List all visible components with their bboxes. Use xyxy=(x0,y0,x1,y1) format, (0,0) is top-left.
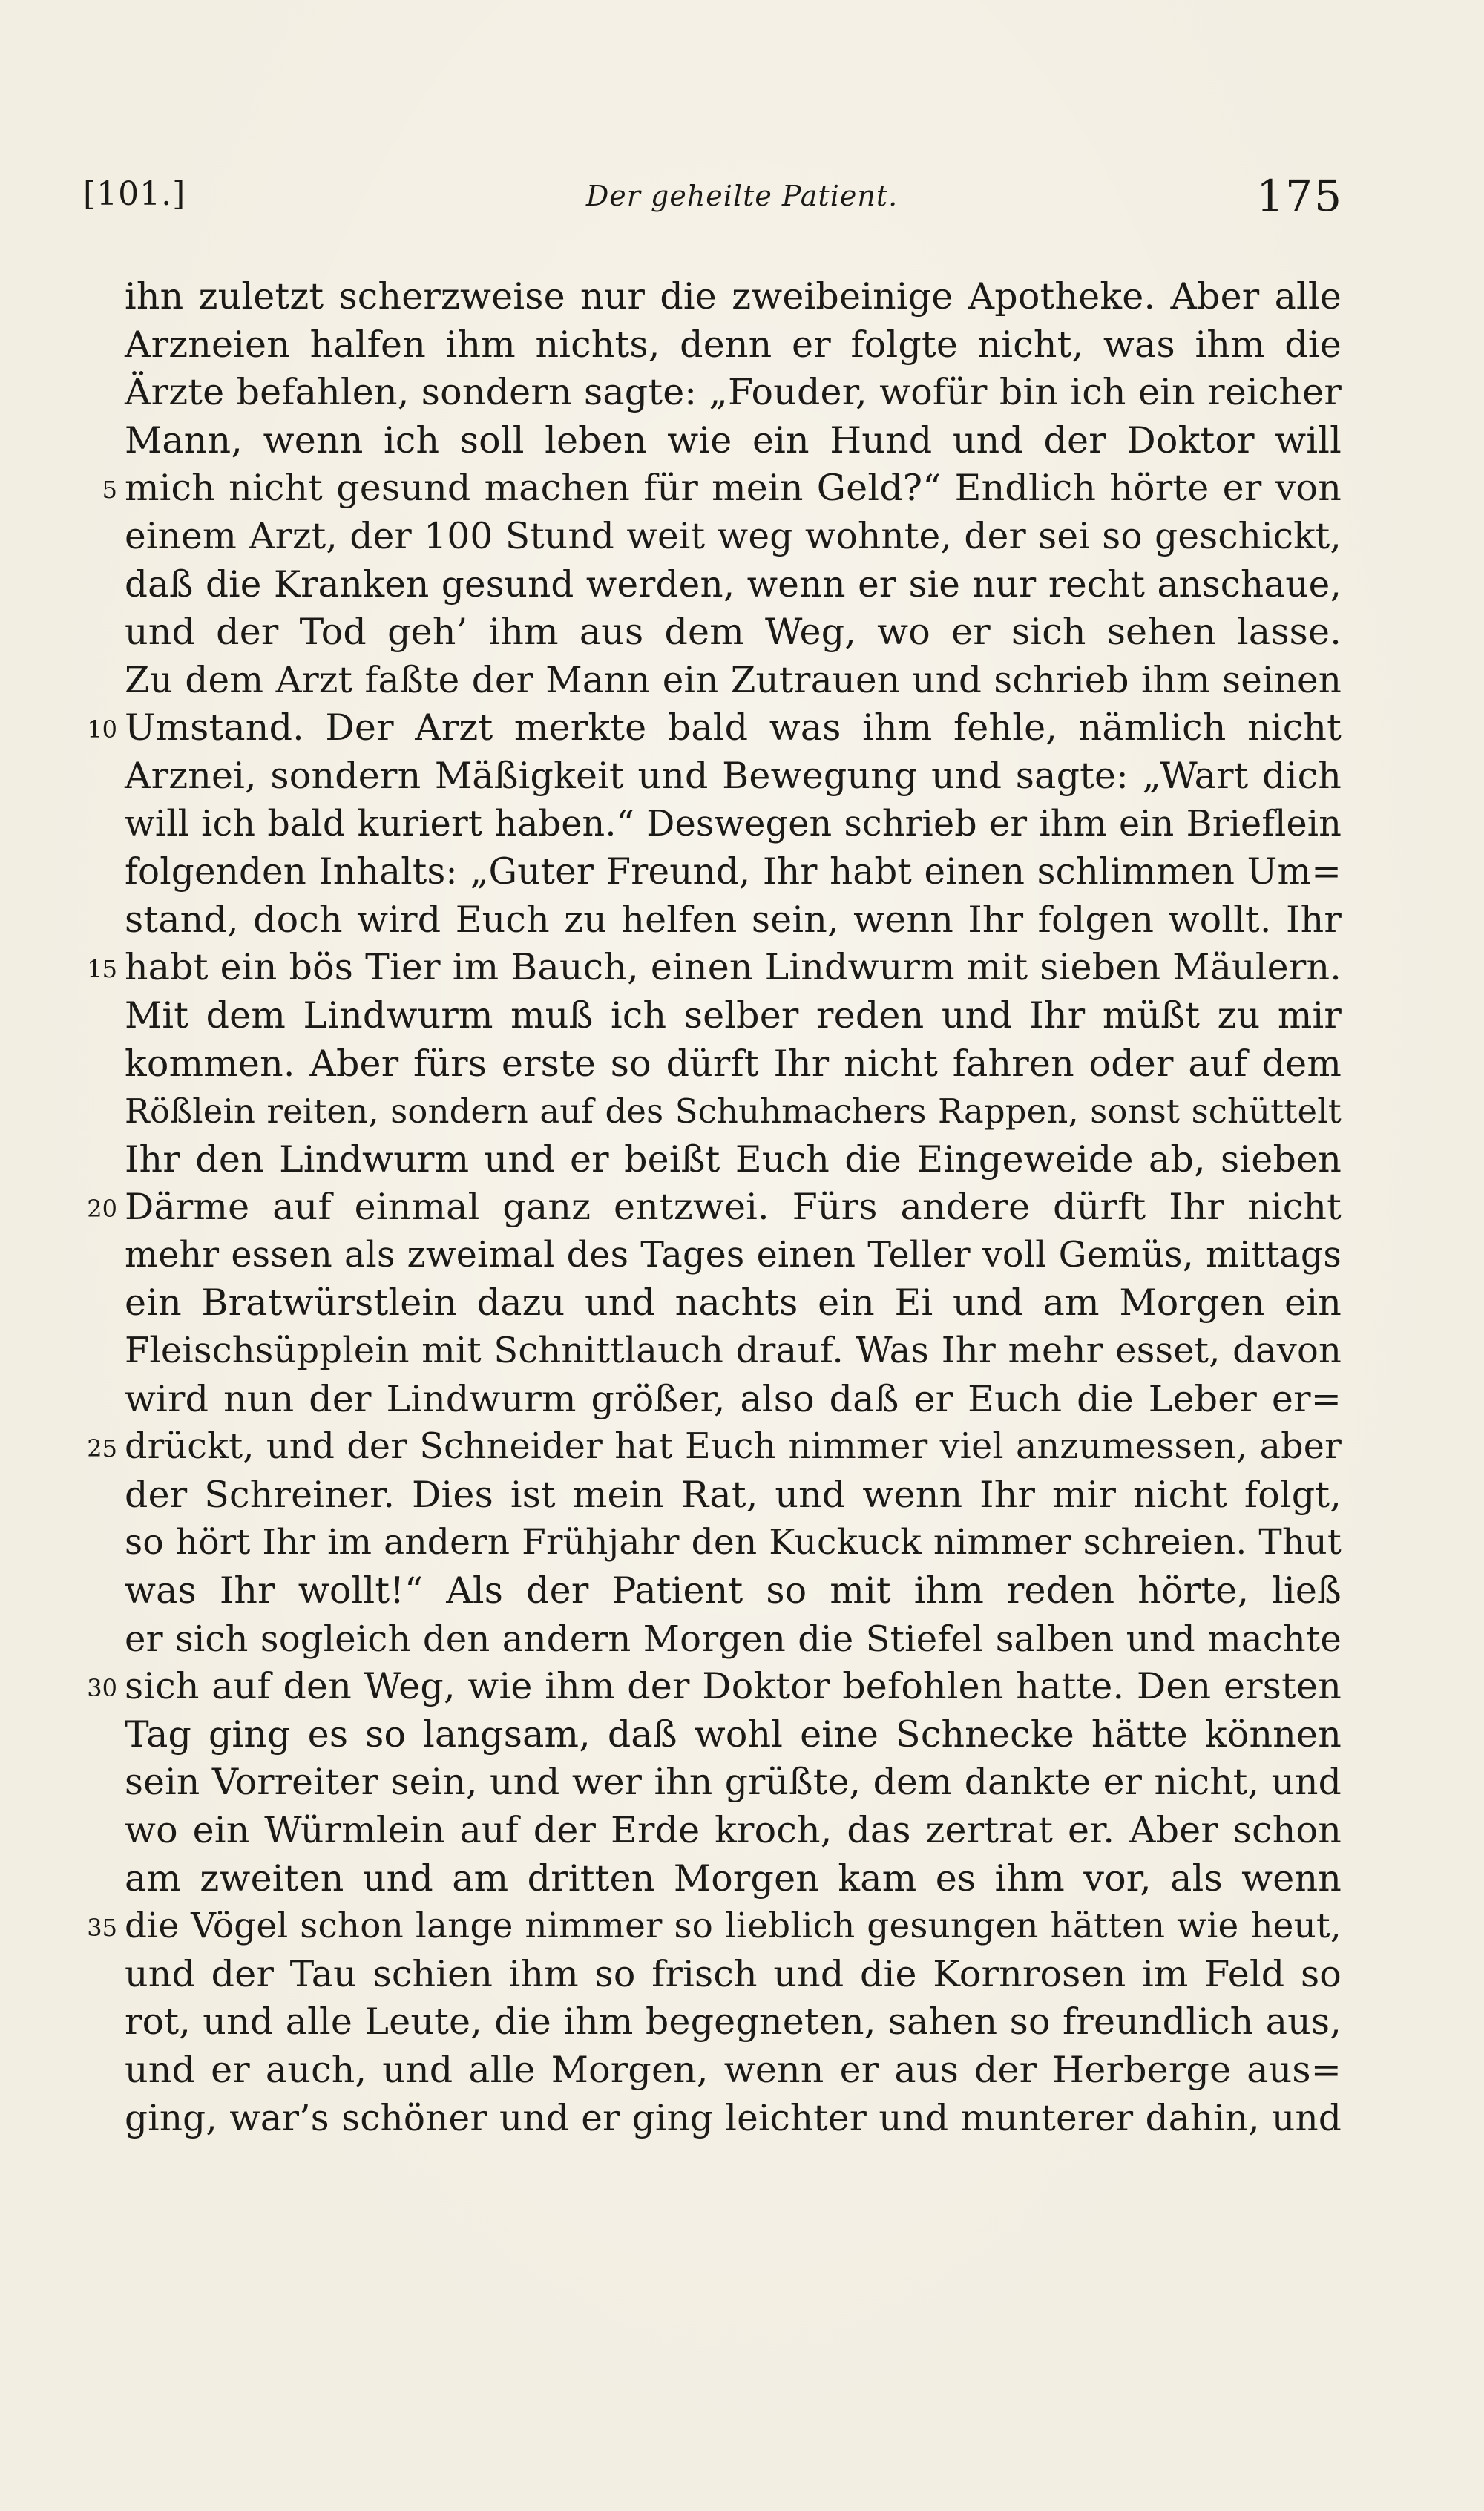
line-text: Fleischsüpplein mit Schnittlauch drauf. Was Ihr mehr esset, davon xyxy=(125,1330,1342,1372)
line-number: 10 xyxy=(87,715,117,744)
text-line xyxy=(0,1903,1484,1951)
line-text: Ihr den Lindwurm und er beißt Euch die Eingeweide ab, sieben xyxy=(125,1138,1342,1181)
line-text: er sich sogleich den andern Morgen die Stiefel salben und machte xyxy=(125,1618,1342,1660)
text-line xyxy=(0,1998,1484,2046)
text-line xyxy=(0,1615,1484,1664)
text-line xyxy=(0,1663,1484,1711)
line-number: 25 xyxy=(87,1434,117,1463)
line-text: Mann, wenn ich soll leben wie ein Hund und der Doktor will xyxy=(125,418,1342,462)
section-number: [101.] xyxy=(83,175,186,213)
text-line xyxy=(0,417,1484,465)
line-number: 15 xyxy=(87,955,117,984)
text-line xyxy=(0,1567,1484,1615)
text-line xyxy=(0,1471,1484,1520)
line-text: Mit dem Lindwurm muß ich selber reden und Ihr müßt zu mir xyxy=(125,994,1342,1037)
text-line xyxy=(0,704,1484,752)
line-text: drückt, und der Schneider hat Euch nimmer viel anzumessen, aber xyxy=(125,1426,1342,1468)
text-line xyxy=(0,1759,1484,1807)
text-line xyxy=(0,1184,1484,1232)
line-text: Rößlein reiten, sondern auf des Schuhmachers Rappen, sonst schüttelt xyxy=(125,1092,1342,1132)
line-text: Ärzte befahlen, sondern sagte: „Fouder, wofür bin ich ein reicher xyxy=(125,371,1342,414)
line-text: mehr essen als zweimal des Tages einen Teller voll Gemüs, mittags xyxy=(125,1234,1342,1276)
text-line xyxy=(0,848,1484,896)
line-text: mich nicht gesund machen für mein Geld?“ Endlich hörte er von xyxy=(125,467,1342,510)
line-text: kommen. Aber fürs erste so dürft Ihr nicht fahren oder auf dem xyxy=(125,1042,1342,1085)
text-line xyxy=(0,1519,1484,1567)
line-text: der Schreiner. Dies ist mein Rat, und wenn Ihr mir nicht folgt, xyxy=(125,1473,1342,1516)
text-line xyxy=(0,801,1484,849)
line-text: Tag ging es so langsam, daß wohl eine Schnecke hätte können xyxy=(125,1713,1342,1756)
text-line xyxy=(0,1040,1484,1089)
text-line xyxy=(0,1951,1484,1999)
running-header xyxy=(0,171,1484,234)
text-line xyxy=(0,465,1484,513)
line-text: was Ihr wollt!“ Als der Patient so mit ihm reden hörte, ließ xyxy=(125,1569,1342,1612)
text-line xyxy=(0,561,1484,609)
line-text: habt ein bös Tier im Bauch, einen Lindwurm mit sieben Mäulern. xyxy=(125,946,1342,989)
line-text: sein Vorreiter sein, und wer ihn grüßte, dem dankte er nicht, und xyxy=(125,1762,1342,1804)
line-text: wo ein Würmlein auf der Erde kroch, das zertrat er. Aber schon xyxy=(125,1809,1342,1851)
line-number: 35 xyxy=(87,1914,117,1943)
text-line xyxy=(0,2095,1484,2143)
line-text: und der Tau schien ihm so frisch und die Kornrosen im Feld so xyxy=(125,1952,1342,1995)
text-line xyxy=(0,1279,1484,1327)
line-number: 5 xyxy=(102,476,117,505)
running-title: Der geheilte Patient. xyxy=(585,180,899,212)
text-line xyxy=(0,369,1484,417)
line-text: so hört Ihr im andern Frühjahr den Kuckuck nimmer schreien. Thut xyxy=(125,1522,1342,1563)
line-text: einem Arzt, der 100 Stund weit weg wohnte, der sei so geschickt, xyxy=(125,515,1342,557)
text-line xyxy=(0,752,1484,801)
line-text: stand, doch wird Euch zu helfen sein, wenn Ihr folgen wollt. Ihr xyxy=(125,898,1342,941)
line-number: 30 xyxy=(87,1674,117,1703)
body-text xyxy=(0,273,1484,2142)
text-line xyxy=(0,1376,1484,1424)
line-text: sich auf den Weg, wie ihm der Doktor befohlen hatte. Den ersten xyxy=(125,1665,1342,1708)
text-line xyxy=(0,273,1484,321)
line-text: Umstand. Der Arzt merkte bald was ihm fehle, nämlich nicht xyxy=(125,706,1342,749)
page-number: 175 xyxy=(1256,171,1343,221)
line-text: Därme auf einmal ganz entzwei. Fürs andere dürft Ihr nicht xyxy=(125,1186,1342,1229)
text-line xyxy=(0,1088,1484,1136)
line-text: und der Tod geh’ ihm aus dem Weg, wo er sich sehen lasse. xyxy=(125,611,1342,654)
line-text: am zweiten und am dritten Morgen kam es ihm vor, als wenn xyxy=(125,1857,1342,1900)
text-line xyxy=(0,2046,1484,2095)
text-line xyxy=(0,1327,1484,1376)
text-line xyxy=(0,992,1484,1040)
text-line xyxy=(0,1855,1484,1903)
text-line xyxy=(0,1423,1484,1471)
line-text: Zu dem Arzt faßte der Mann ein Zutrauen und schrieb ihm seinen xyxy=(125,659,1342,701)
text-line xyxy=(0,513,1484,561)
text-line xyxy=(0,1711,1484,1759)
line-text: Arznei, sondern Mäßigkeit und Bewegung und sagte: „Wart dich xyxy=(125,754,1342,797)
text-line xyxy=(0,321,1484,370)
text-line xyxy=(0,608,1484,657)
text-line xyxy=(0,1232,1484,1280)
text-line xyxy=(0,1136,1484,1184)
line-text: ging, war’s schöner und er ging leichter und munterer dahin, und xyxy=(125,2097,1342,2139)
text-line xyxy=(0,657,1484,705)
text-line xyxy=(0,1807,1484,1855)
text-line xyxy=(0,944,1484,992)
line-text: Arzneien halfen ihm nichts, denn er folgte nicht, was ihm die xyxy=(125,323,1342,366)
line-text: und er auch, und alle Morgen, wenn er aus der Herberge aus= xyxy=(125,2048,1342,2091)
line-text: ein Bratwürstlein dazu und nachts ein Ei und am Morgen ein xyxy=(125,1281,1342,1325)
line-text: rot, und alle Leute, die ihm begegneten, sahen so freundlich aus, xyxy=(125,2000,1342,2044)
line-number: 20 xyxy=(87,1195,117,1224)
line-text: daß die Kranken gesund werden, wenn er sie nur recht anschaue, xyxy=(125,563,1342,605)
text-line xyxy=(0,896,1484,945)
line-text: will ich bald kuriert haben.“ Deswegen schrieb er ihm ein Brieflein xyxy=(125,803,1342,844)
line-text: folgenden Inhalts: „Guter Freund, Ihr habt einen schlimmen Um= xyxy=(125,851,1342,893)
line-text: wird nun der Lindwurm größer, also daß er Euch die Leber er= xyxy=(125,1377,1342,1420)
line-text: ihn zuletzt scherzweise nur die zweibeinige Apotheke. Aber alle xyxy=(125,275,1342,318)
line-text: die Vögel schon lange nimmer so lieblich gesungen hätten wie heut, xyxy=(125,1906,1342,1947)
